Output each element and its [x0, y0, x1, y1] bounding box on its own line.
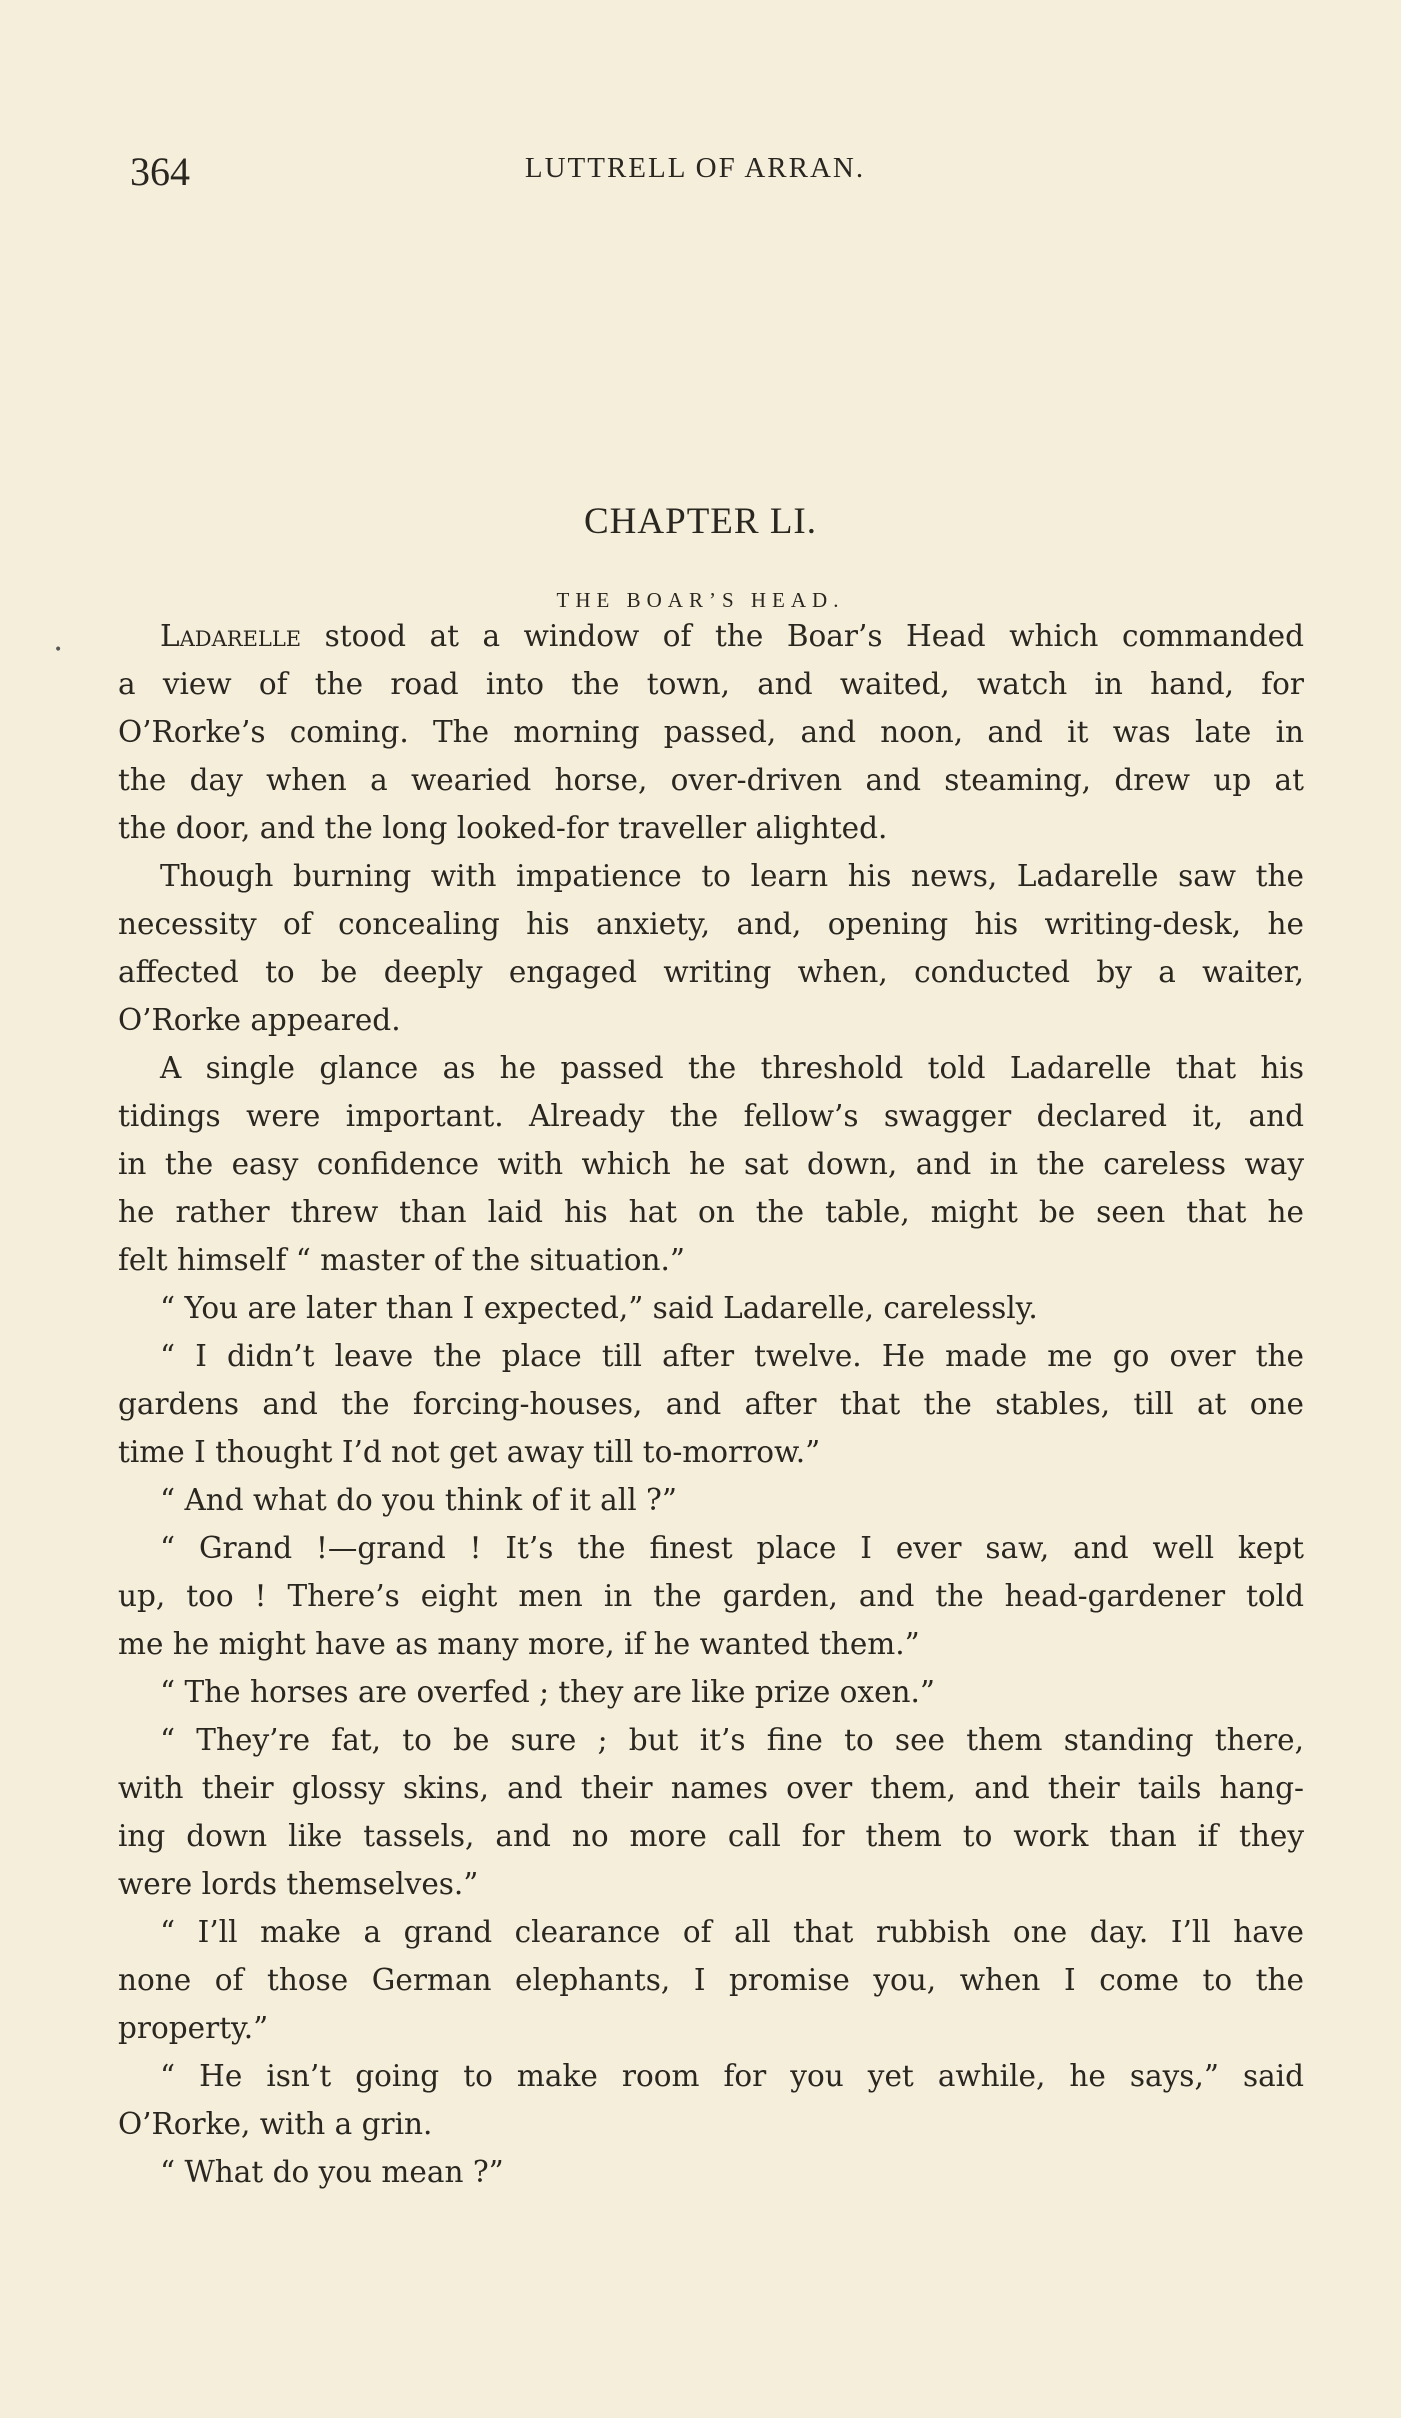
paragraph [118, 1284, 1304, 1332]
text-line: tidings were important. Already the fellow’s swagger declared it, and [118, 1099, 1304, 1133]
text-line: property.” [118, 2011, 269, 2045]
text-line: “ And what do you think of it all ?” [160, 1483, 677, 1517]
text-line: with their glossy skins, and their names over them, and their tails hang- [118, 1771, 1304, 1805]
text-line: felt himself “ master of the situation.” [118, 1243, 685, 1277]
text-line: affected to be deeply engaged writing when, conducted by a waiter, [118, 955, 1304, 989]
paragraph [118, 1524, 1304, 1668]
text-line: were lords themselves.” [118, 1867, 479, 1901]
lead-word: Ladarelle [160, 619, 302, 653]
text-line: “ The horses are overfed ; they are like prize oxen.” [160, 1675, 935, 1709]
body-text [118, 612, 1304, 2196]
text-line: ing down like tassels, and no more call for them to work than if they [118, 1819, 1304, 1853]
paragraph [118, 2052, 1304, 2148]
paragraph [118, 612, 1304, 852]
text-line: he rather threw than laid his hat on the table, might be seen that he [118, 1195, 1304, 1229]
text-line: “ You are later than I expected,” said Ladarelle, carelessly. [160, 1291, 1038, 1325]
running-title: LUTTRELL OF ARRAN. [524, 152, 866, 184]
text-line: necessity of concealing his anxiety, and, opening his writing-desk, he [118, 907, 1304, 941]
text-line: O’Rorke, with a grin. [118, 2107, 433, 2141]
text-line: a view of the road into the town, and waited, watch in hand, for [118, 667, 1304, 701]
text-line: “ They’re fat, to be sure ; but it’s fine to see them standing there, [160, 1723, 1304, 1757]
margin-speck: • [54, 642, 63, 658]
text-line: “ I didn’t leave the place till after twelve. He made me go over the [160, 1339, 1304, 1373]
text-line: O’Rorke appeared. [118, 1003, 401, 1037]
text-line: up, too ! There’s eight men in the garden, and the head-gardener told [118, 1579, 1304, 1613]
page-number: 364 [130, 149, 190, 194]
text-line: A single glance as he passed the threshold told Ladarelle that his [160, 1051, 1304, 1085]
text-line: none of those German elephants, I promise you, when I come to the [118, 1963, 1304, 1997]
chapter-subtitle: THE BOAR’S HEAD. [556, 588, 845, 612]
text-line: in the easy confidence with which he sat down, and in the careless way [118, 1147, 1304, 1181]
paragraph [118, 1908, 1304, 2052]
text-line: me he might have as many more, if he wanted them.” [118, 1627, 920, 1661]
paragraph [118, 1668, 1304, 1716]
paragraph [118, 852, 1304, 1044]
text-line: gardens and the forcing-houses, and after that the stables, till at one [118, 1387, 1304, 1421]
paragraph [118, 1716, 1304, 1908]
text-line: “ He isn’t going to make room for you yet awhile, he says,” said [160, 2059, 1304, 2093]
running-head [130, 148, 1260, 198]
text-line: O’Rorke’s coming. The morning passed, and noon, and it was late in [118, 715, 1304, 749]
text-line: “ I’ll make a grand clearance of all that rubbish one day. I’ll have [160, 1915, 1304, 1949]
text-line: the day when a wearied horse, over-driven and steaming, drew up at [118, 763, 1304, 797]
text-line: the door, and the long looked-for traveller alighted. [118, 811, 888, 845]
paragraph [118, 1332, 1304, 1476]
text-line: Though burning with impatience to learn his news, Ladarelle saw the [160, 859, 1304, 893]
paragraph [118, 1476, 1304, 1524]
paragraph [118, 1044, 1304, 1284]
paragraph [118, 2148, 1304, 2196]
text-line: time I thought I’d not get away till to-morrow.” [118, 1435, 821, 1469]
text-line: “ What do you mean ?” [160, 2155, 504, 2189]
text-line [118, 612, 1304, 660]
text-line: “ Grand !—grand ! It’s the finest place I ever saw, and well kept [160, 1531, 1304, 1565]
text-fragment: stood at a window of the Boar’s Head which commanded [301, 619, 1304, 653]
chapter-title: CHAPTER LI. [584, 501, 817, 542]
